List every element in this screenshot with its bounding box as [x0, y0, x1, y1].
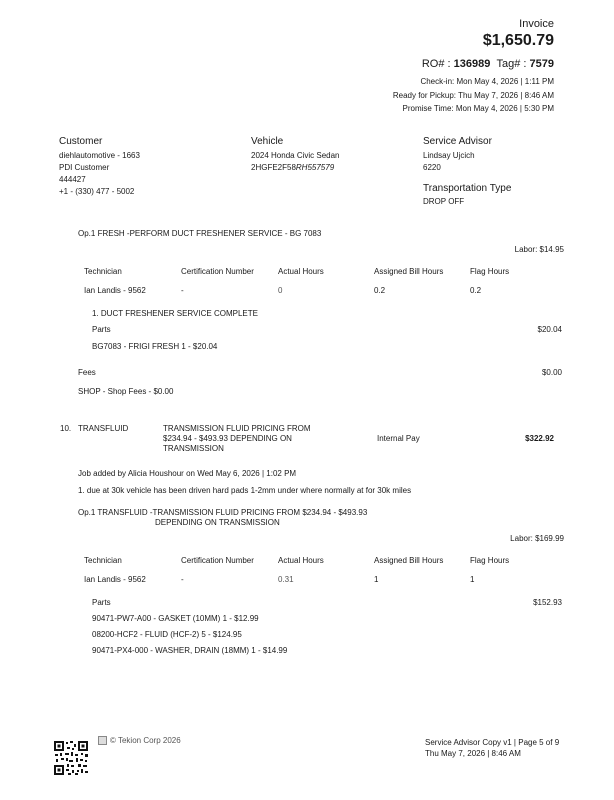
- job-row-flag: 1: [470, 575, 475, 584]
- col-flag: Flag Hours: [470, 267, 510, 276]
- col-assigned: Assigned Bill Hours: [374, 267, 444, 276]
- row-actual: 0: [278, 286, 283, 295]
- job-desc-line2: $234.94 - $493.93 DEPENDING ON: [163, 434, 292, 443]
- op-fresh-parts-total: $20.04: [537, 325, 562, 334]
- fees-item-1: SHOP - Shop Fees - $0.00: [78, 387, 174, 396]
- vin-suffix: RH557579: [295, 163, 335, 172]
- ro-value: 136989: [453, 58, 491, 70]
- customer-line2: PDI Customer: [59, 163, 110, 172]
- job-part-3: 90471-PX4-000 - WASHER, DRAIN (18MM) 1 - $14.99: [92, 646, 288, 655]
- advisor-title: Service Advisor: [423, 136, 492, 147]
- job-desc-line3: TRANSMISSION: [163, 444, 224, 453]
- row-flag: 0.2: [470, 286, 482, 295]
- job-labor: Labor: $169.99: [510, 534, 564, 543]
- job-col-technician: Technician: [84, 556, 122, 565]
- tekion-logo-icon: [98, 736, 107, 745]
- job-op-line2: DEPENDING ON TRANSMISSION: [155, 518, 280, 527]
- row-technician: Ian Landis - 9562: [84, 286, 146, 295]
- op-fresh-parts-label: Parts: [92, 325, 111, 334]
- fees-label: Fees: [78, 368, 96, 377]
- footer-copy: Service Advisor Copy v1 | Page 5 of 9: [425, 738, 560, 747]
- vehicle-block: [251, 136, 340, 172]
- job-part-1: 90471-PW7-A00 - GASKET (10MM) 1 - $12.99: [92, 614, 259, 623]
- doc-type: Invoice: [519, 18, 554, 30]
- job-added-by: Job added by Alicia Houshour on Wed May 6, 2026 | 1:02 PM: [78, 469, 297, 478]
- footer-corp-text: © Tekion Corp 2026: [110, 736, 181, 745]
- job-pay-type: Internal Pay: [377, 434, 420, 443]
- job-part-2: 08200-HCF2 - FLUID (HCF-2) 5 - $124.95: [92, 630, 242, 639]
- job-col-actual: Actual Hours: [278, 556, 324, 565]
- ro-tag: RO# : 136989 Tag# : 7579: [421, 58, 554, 70]
- promise-time: Promise Time: Mon May 4, 2026 | 5:30 PM: [402, 104, 554, 113]
- job-row-assigned: 1: [374, 575, 379, 584]
- customer-line1: diehlautomotive - 1663: [59, 151, 140, 160]
- transport-value: DROP OFF: [423, 197, 465, 206]
- job-op-title: [78, 508, 367, 528]
- customer-line3: 444427: [59, 175, 86, 184]
- ro-label: RO#: [421, 58, 445, 70]
- job-row-technician: Ian Landis - 9562: [84, 575, 146, 584]
- col-cert: Certification Number: [181, 267, 254, 276]
- row-assigned: 0.2: [374, 286, 386, 295]
- invoice-total: $1,650.79: [482, 32, 554, 49]
- customer-phone: +1 - (330) 477 - 5002: [59, 187, 135, 196]
- fees-total: $0.00: [541, 368, 562, 377]
- footer-date: Thu May 7, 2026 | 8:46 AM: [425, 749, 521, 758]
- advisor-id: 6220: [423, 163, 441, 172]
- job-description: [163, 424, 311, 454]
- op-fresh-title: Op.1 FRESH -PERFORM DUCT FRESHENER SERVICE - BG 7083: [78, 229, 322, 238]
- job-concern: 1. due at 30k vehicle has been driven hard pads 1-2mm under where normally at for 30k miles: [78, 486, 412, 495]
- op-fresh-note: 1. DUCT FRESHENER SERVICE COMPLETE: [92, 309, 258, 318]
- check-in: Check-in: Mon May 4, 2026 | 1:11 PM: [420, 77, 554, 86]
- ready-pickup: Ready for Pickup: Thu May 7, 2026 | 8:46 AM: [392, 91, 554, 100]
- transport-title: Transportation Type: [423, 183, 512, 194]
- customer-block: [59, 136, 140, 196]
- job-desc-line1: TRANSMISSION FLUID PRICING FROM: [163, 424, 311, 433]
- vin-prefix: 2HGFE2F58: [251, 163, 296, 172]
- tag-value: 7579: [529, 58, 554, 70]
- job-code: TRANSFLUID: [78, 424, 129, 433]
- job-row-cert: -: [181, 575, 184, 584]
- tag-label: Tag#: [496, 58, 521, 70]
- vehicle-line1: 2024 Honda Civic Sedan: [251, 151, 340, 160]
- customer-title: Customer: [59, 136, 103, 147]
- advisor-name: Lindsay Ujcich: [423, 151, 475, 160]
- job-col-assigned: Assigned Bill Hours: [374, 556, 444, 565]
- advisor-block: [423, 136, 511, 206]
- qr-code: [53, 740, 89, 776]
- job-number: 10.: [60, 424, 72, 433]
- job-parts-label: Parts: [92, 598, 111, 607]
- vehicle-vin: [251, 163, 340, 172]
- op-fresh-labor: Labor: $14.95: [514, 245, 564, 254]
- vehicle-title: Vehicle: [251, 136, 284, 147]
- op-fresh-part-1: BG7083 - FRIGI FRESH 1 - $20.04: [92, 342, 218, 351]
- job-row-actual: 0.31: [278, 575, 294, 584]
- job-col-flag: Flag Hours: [470, 556, 510, 565]
- col-actual: Actual Hours: [278, 267, 324, 276]
- job-parts-total: $152.93: [533, 598, 562, 607]
- row-cert: -: [181, 286, 184, 295]
- col-technician: Technician: [84, 267, 122, 276]
- job-amount: $322.92: [525, 434, 554, 443]
- job-col-cert: Certification Number: [181, 556, 254, 565]
- job-op-line1: Op.1 TRANSFLUID -TRANSMISSION FLUID PRICING FROM $234.94 - $493.93: [78, 508, 368, 517]
- footer-corp: [98, 736, 181, 745]
